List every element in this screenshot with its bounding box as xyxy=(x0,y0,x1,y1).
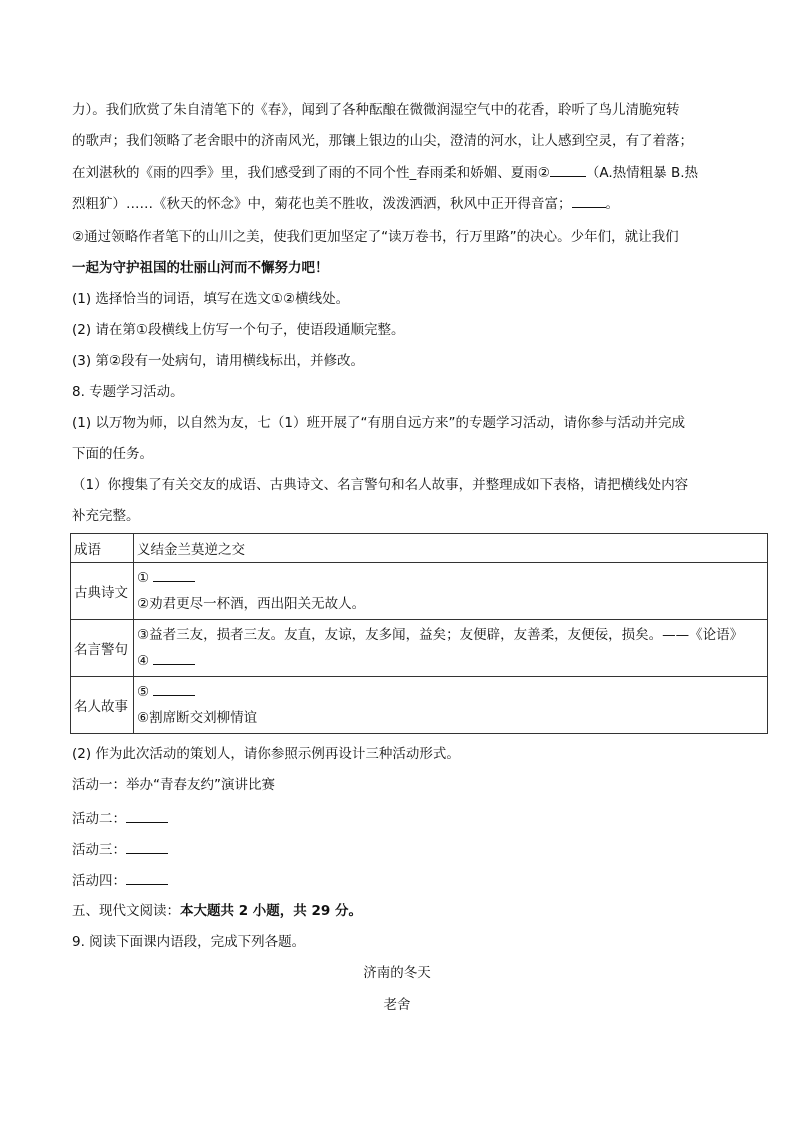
answer-blank-activity-4[interactable] xyxy=(126,870,168,885)
activity-4 xyxy=(72,870,732,891)
passage-line-3-text: 在刘湛秋的《雨的四季》里，我们感受到了雨的不同个性_春雨柔和娇媚、夏雨② xyxy=(72,165,550,181)
table-row xyxy=(71,620,768,677)
table-row xyxy=(71,534,768,563)
essay-title: 济南的冬天 xyxy=(363,965,431,981)
quote-marker-4: ④ xyxy=(137,653,150,669)
story-line-2: ⑥割席断交刘柳情谊 xyxy=(137,710,258,726)
row-content-poetry xyxy=(134,563,768,620)
poetry-marker-1: ① xyxy=(137,570,150,586)
row-header-quotes: 名言警句 xyxy=(71,620,134,677)
passage-line-3-options: （A.热情粗暴 B.热 xyxy=(585,165,698,181)
q8-title: 8. 专题学习活动。 xyxy=(72,384,184,400)
q8-intro-1: (1) 以万物为师，以自然为友，七（1）班开展了“有朋自远方来”的专题学习活动，请你参与活动并完成 xyxy=(72,415,685,431)
q8-intro-2: 下面的任务。 xyxy=(72,446,153,462)
section-5-prefix: 五、现代文阅读： xyxy=(72,903,180,919)
answer-blank-activity-3[interactable] xyxy=(126,839,168,854)
activity-3 xyxy=(72,839,732,860)
answer-blank-activity-2[interactable] xyxy=(126,808,168,823)
passage-line-3 xyxy=(72,162,732,183)
row-header-stories: 名人故事 xyxy=(71,677,134,734)
quote-line-2 xyxy=(137,648,764,674)
q8-task1-line1: （1）你搜集了有关交友的成语、古典诗文、名言警句和名人故事，并整理成如下表格，请把横线处内容 xyxy=(72,477,689,493)
section-5-heading xyxy=(72,901,732,921)
q9-prompt: 9. 阅读下面课内语段，完成下列各题。 xyxy=(72,934,306,950)
answer-blank-table-4[interactable] xyxy=(153,650,195,665)
story-line-1 xyxy=(137,679,764,705)
q7-sub3: (3) 第②段有一处病句，请用横线标出，并修改。 xyxy=(72,353,365,369)
essay-author: 老舍 xyxy=(383,997,411,1013)
row-content-stories xyxy=(134,677,768,734)
passage-line-4 xyxy=(72,193,732,214)
q7-sub1: (1) 选择恰当的词语，填写在选文①②横线处。 xyxy=(72,291,350,307)
row-header-poetry: 古典诗文 xyxy=(71,563,134,620)
passage-line-6: 一起为守护祖国的壮丽山河而不懈努力吧！ xyxy=(72,260,329,276)
activity-4-label: 活动四： xyxy=(72,873,126,889)
section-5-info: 本大题共 2 小题，共 29 分。 xyxy=(180,903,362,919)
q7-sub2: (2) 请在第①段横线上仿写一个句子，使语段通顺完整。 xyxy=(72,322,405,338)
passage-line-5: ②通过领略作者笔下的山川之美，使我们更加坚定了“读万卷书，行万里路”的决心。少年们，就让我们 xyxy=(72,229,679,245)
quote-line-1: ③益者三友，损者三友。友直，友谅，友多闻，益矣；友便辟，友善柔，友便佞，损矣。——《论语》 xyxy=(137,627,744,643)
passage-line-1: 力）。我们欣赏了朱自清笔下的《春》，闻到了各种酝酿在微微润湿空气中的花香，聆听了鸟儿清脆宛转 xyxy=(72,102,680,118)
row-content-idiom: 义结金兰莫逆之交 xyxy=(134,534,768,563)
answer-blank-imitation[interactable] xyxy=(572,193,606,208)
row-content-quotes xyxy=(134,620,768,677)
row-header-idiom: 成语 xyxy=(71,534,134,563)
passage-line-4-end: 。 xyxy=(605,196,619,212)
q8-task2: (2) 作为此次活动的策划人，请你参照示例再设计三种活动形式。 xyxy=(72,746,460,762)
activity-1: 活动一：举办“青春友约”演讲比赛 xyxy=(72,777,275,793)
table-row xyxy=(71,677,768,734)
answer-blank-table-5[interactable] xyxy=(153,681,195,696)
q8-task1-line2: 补充完整。 xyxy=(72,508,140,524)
friendship-table xyxy=(70,533,768,734)
poetry-line-2: ②劝君更尽一杯酒，西出阳关无故人。 xyxy=(137,596,366,612)
answer-blank-2[interactable] xyxy=(550,162,586,177)
passage-line-4-text: 烈粗犷）……《秋天的怀念》中，菊花也美不胜收，泼泼洒洒，秋风中正开得音富； xyxy=(72,196,572,212)
table-row xyxy=(71,563,768,620)
story-marker-5: ⑤ xyxy=(137,684,150,700)
passage-line-2: 的歌声；我们领略了老舍眼中的济南风光，那镶上银边的山尖，澄清的河水，让人感到空灵，有了着落； xyxy=(72,133,693,149)
answer-blank-table-1[interactable] xyxy=(153,567,195,582)
poetry-line-1 xyxy=(137,565,764,591)
activity-2 xyxy=(72,808,732,829)
activity-3-label: 活动三： xyxy=(72,842,126,858)
activity-2-label: 活动二： xyxy=(72,811,126,827)
